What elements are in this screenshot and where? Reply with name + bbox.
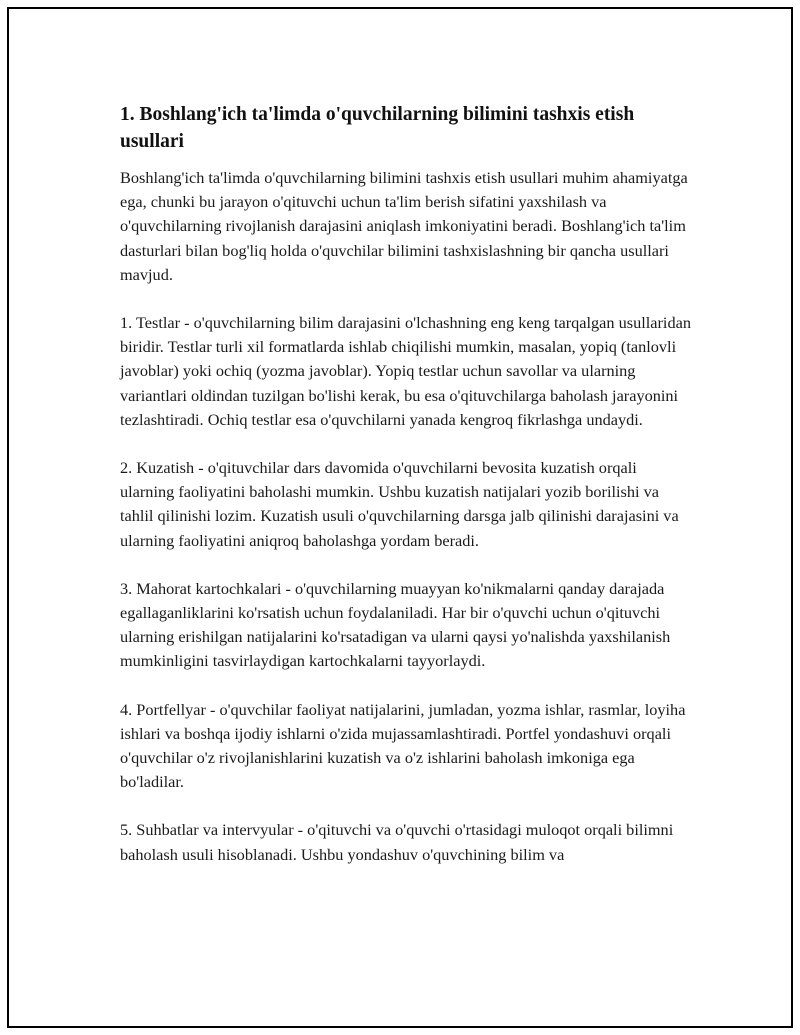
- paragraph-skill-cards: 3. Mahorat kartochkalari - o'quvchilarning muayyan ko'nikmalarni qanday darajada egallaganliklarini ko'rsatish uchun foydalaniladi. Har bir o'quvchi uchun o'qituvchi ularning erishilgan natijalarini ko'rsatadigan va ularni qaysi yo'nalishda yaxshilanish mumkinligini tasvirlaydigan kartochkalarni tayyorlaydi.: [120, 578, 671, 671]
- page-frame: [7, 7, 793, 1028]
- paragraph-interviews: 5. Suhbatlar va intervyular - o'qituvchi va o'quvchi o'rtasidagi muloqot orqali bilimni baholash usuli hisoblanadi. Ushbu yondashuv o'quvchining bilim va: [120, 820, 674, 864]
- document-body: [120, 101, 695, 891]
- paragraph-portfolios: 4. Portfellyar - o'quvchilar faoliyat natijalarini, jumladan, yozma ishlar, rasmlar, loyiha ishlari va boshqa ijodiy ishlarni o'zida mujassamlashtiradi. Portfel yondashuvi orqali o'quvchilar o'z rivojlanishlarini kuzatish va o'z ishlarini baholash imkoniga ega bo'ladilar.: [120, 699, 686, 792]
- intro-paragraph: Boshlang'ich ta'limda o'quvchilarning bilimini tashxis etish usullari muhim ahamiyatga ega, chunki bu jarayon o'qituvchi uchun ta'lim berish sifatini yaxshilash va o'quvchilarning rivojlanish darajasini aniqlash imkoniyatini beradi. Boshlang'ich ta'lim dasturlari bilan bog'liq holda o'quvchilar bilimini tashxislashning bir qancha usullari mavjud.: [120, 168, 688, 284]
- paragraph-observation: 2. Kuzatish - o'qituvchilar dars davomida o'quvchilarni bevosita kuzatish orqali ularning faoliyatini baholashi mumkin. Ushbu kuzatish natijalari yozib borilishi va tahlil qilinishi lozim. Kuzatish usuli o'quvchilarning darsga jalb qilinishi darajasini va ularning faoliyatini aniqroq baholashga yordam beradi.: [120, 458, 679, 550]
- section-heading: 1. Boshlang'ich ta'limda o'quvchilarning bilimini tashxis etish usullari: [120, 104, 635, 152]
- paragraph-tests: 1. Testlar - o'quvchilarning bilim darajasini o'lchashning eng keng tarqalgan usullaridan biridir. Testlar turli xil formatlarda ishlab chiqilishi mumkin, masalan, yopiq (tanlovli javoblar) yoki ochiq (yozma javoblar). Yopiq testlar uchun savollar va ularning variantlari oldindan tuzilgan bo'lishi kerak, bu esa o'qituvchilarga baholash jarayonini tezlashtiradi. Ochiq testlar esa o'quvchilarni yanada kengroq fikrlashga undaydi.: [120, 313, 691, 429]
